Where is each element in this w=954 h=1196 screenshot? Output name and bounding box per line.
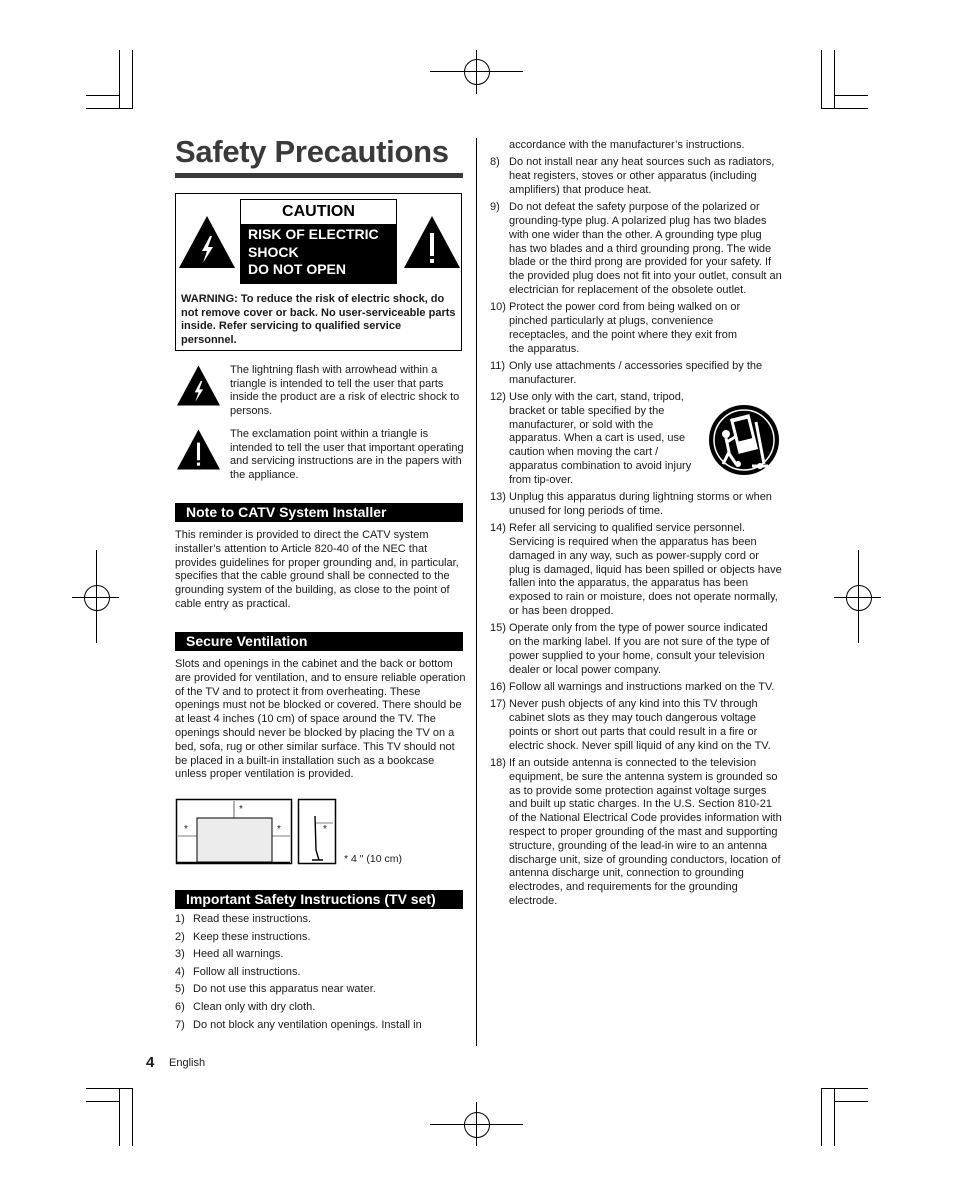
clearance-star: * <box>323 824 327 835</box>
list-item: 17) Never push objects of any kind into this TV through cabinet slots as they may touch dangerous voltage points or short out parts that could result in a fire or electric shock. Never spill liquid of any kind on the TV. <box>490 698 771 752</box>
list-item: 12) Use only with the cart, stand, tripod, bracket or table specified by the manufacturer, or sold with the apparatus. When a cart is used, use caution when moving the cart / apparatus combination to avoid injury from tip-over. <box>490 391 692 486</box>
exclamation-triangle-icon <box>402 214 462 270</box>
caution-text: RISK OF ELECTRIC SHOCK DO NOT OPEN <box>241 224 396 283</box>
clearance-note: * 4 " (10 cm) <box>344 853 402 865</box>
lightning-triangle-icon <box>177 214 237 270</box>
warning-text: WARNING: To reduce the risk of electric shock, do not remove cover or back. No user-serviceable parts inside. Refer servicing to qualified service personnel. <box>181 293 456 346</box>
list-item: 14) Refer all servicing to qualified service personnel. Servicing is required when the apparatus has been damaged in any way, such as power-supply cord or plug is damaged, liquid has been spilled or objects have fallen into the apparatus, the apparatus has been exposed to rain or moisture, does not operate normally, or has been dropped. <box>490 522 782 617</box>
right-column <box>490 139 782 912</box>
page-number: 4 <box>146 1054 155 1071</box>
list-item: 7) Do not block any ventilation openings. Install in <box>175 1018 422 1031</box>
list-item: 1) Read these instructions. <box>175 913 312 925</box>
ventilation-body: Slots and openings in the cabinet and the back or bottom are provided for ventilation, and to ensure reliable operation of the TV and to protect it from overheating. These openings must not be blocked or covered. There should be at least 4 inches (10 cm) of space around the TV. The openings should never be blocked by placing the TV on a bed, sofa, rug or other similar surface. This TV should not be placed in a built-in installation such as a bookcase unless proper ventilation is provided. <box>175 658 466 781</box>
list-item: 15) Operate only from the type of power source indicated on the marking label. If you are not sure of the type of power supplied to your home, consult your television dealer or local power company. <box>490 622 770 676</box>
footer-language: English <box>169 1057 206 1069</box>
clearance-star: * <box>184 824 188 835</box>
list-item: 5) Do not use this apparatus near water. <box>175 983 376 996</box>
caution-heading: CAUTION <box>241 200 396 224</box>
list-item: 16) Follow all warnings and instructions marked on the TV. <box>490 680 775 693</box>
clearance-star: * <box>277 824 281 835</box>
list-item-continuation: accordance with the manufacturer’s instructions. <box>509 139 745 151</box>
list-item: 2) Keep these instructions. <box>175 930 311 943</box>
instructions-list <box>175 913 465 1036</box>
page-title: Safety Precautions <box>175 134 449 169</box>
cart-tipover-warning-icon <box>708 404 780 476</box>
list-item: 8) Do not install near any heat sources such as radiators, heat registers, stoves or other apparatus (including amplifiers) that produce heat. <box>490 156 775 196</box>
column-divider <box>476 138 477 1046</box>
list-item: 4) Follow all instructions. <box>175 965 301 978</box>
important-heading: Important Safety Instructions (TV set) <box>175 890 463 909</box>
list-item: 11) Only use attachments / accessories specified by the manufacturer. <box>490 359 763 386</box>
catv-heading: Note to CATV System Installer <box>175 503 463 522</box>
clearance-star: * <box>239 804 243 815</box>
list-item: 18) If an outside antenna is connected to the television equipment, be sure the antenna system is grounded so as to provide some protection against voltage surges and built up static charges. In the U.S. Section 810-21 of the National Electrical Code provides information with respect to proper grounding of the mast and supporting structure, grounding of the lead-in wire to an antenna discharge unit, size of grounding conductors, location of antenna discharge unit, connection to grounding electrodes, and requirements for the grounding electrode. <box>490 756 782 907</box>
exclamation-explanation: The exclamation point within a triangle is intended to tell the user that important operating and servicing instructions are in the papers with the appliance. <box>230 428 464 482</box>
list-item: 6) Clean only with dry cloth. <box>175 1000 316 1013</box>
title-rule <box>175 173 463 178</box>
lightning-explanation: The lightning flash with arrowhead within a triangle is intended to tell the user that parts inside the product are a risk of electric shock to persons. <box>230 364 460 418</box>
lightning-triangle-icon <box>175 364 222 407</box>
list-item: 13) Unplug this apparatus during lightning storms or when unused for long periods of time. <box>490 491 772 517</box>
ventilation-heading: Secure Ventilation <box>175 632 463 651</box>
caution-label <box>240 199 397 284</box>
catv-body: This reminder is provided to direct the CATV system installer’s attention to Article 820-40 of the NEC that provides guidelines for proper grounding and, in particular, specifies that the cable ground shall be connected to the grounding system of the building, as close to the point of cable entry as practical. <box>175 529 459 610</box>
exclamation-triangle-icon <box>175 428 222 471</box>
list-item: 10) Protect the power cord from being walked on or pinched particularly at plugs, convenience receptacles, and the point where they exit from the apparatus. <box>490 301 741 355</box>
list-item: 3) Heed all warnings. <box>175 948 284 961</box>
ventilation-diagram <box>175 798 340 866</box>
list-item: 9) Do not defeat the safety purpose of the polarized or grounding-type plug. A polarized plug has two blades with one wider than the other. A grounding type plug has two blades and a third grounding prong. The wide blade or the third prong are provided for your safety. If the provided plug does not fit into your outlet, consult an electrician for replacement of the obsolete outlet. <box>490 201 782 296</box>
